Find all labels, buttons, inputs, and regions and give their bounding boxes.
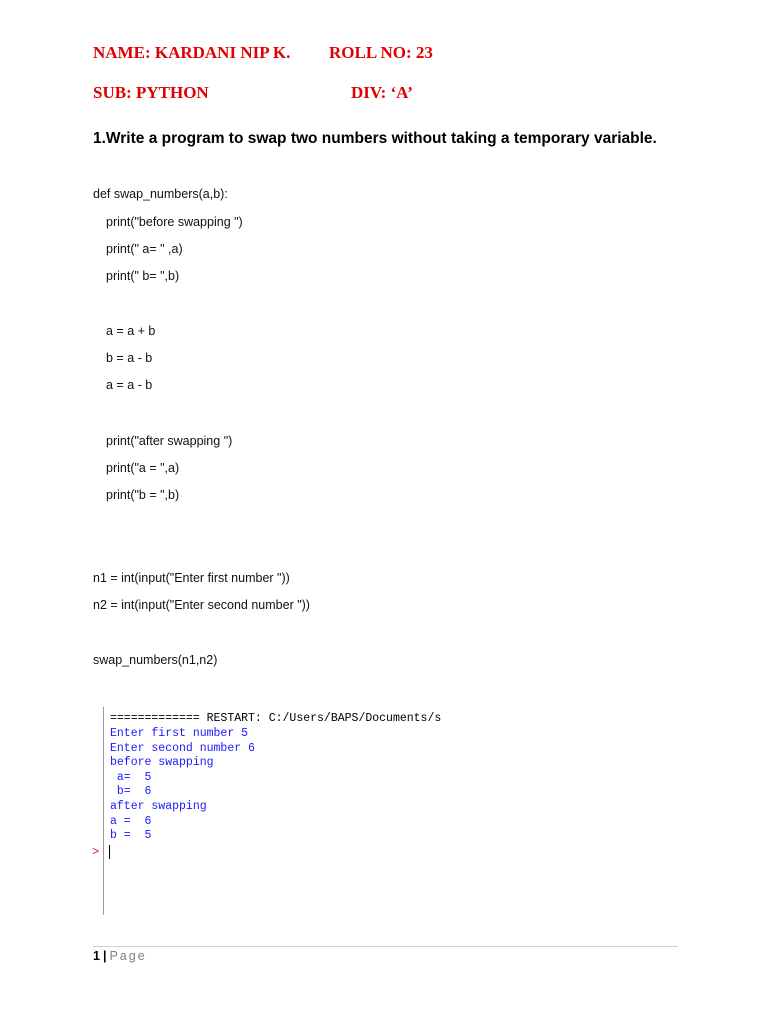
code-line: n1 = int(input("Enter first number ")) [93,571,290,585]
shell-prompt: > [92,845,100,859]
code-line: n2 = int(input("Enter second number ")) [93,598,310,612]
header-subject: SUB: PYTHON [93,83,209,102]
shell-line: after swapping [110,800,207,813]
footer-rule [93,946,678,947]
code-line: print(" a= " ,a) [106,242,183,256]
header-name: NAME: KARDANI NIP K. [93,43,291,62]
shell-line: Enter second number 6 [110,742,255,755]
code-line: print("a = ",a) [106,461,180,475]
shell-cursor [109,845,110,859]
code-line: swap_numbers(n1,n2) [93,653,218,667]
page-label: Page [109,949,147,963]
code-line: a = a + b [106,324,156,338]
shell-line: a= 5 [110,771,152,784]
page-footer [93,949,147,963]
shell-line: ============= RESTART: C:/Users/BAPS/Documents/s [110,712,442,725]
question-title: 1.Write a program to swap two numbers without taking a temporary variable. [93,130,657,147]
shell-line: Enter first number 5 [110,727,249,740]
code-line: def swap_numbers(a,b): [93,187,228,201]
shell-line: before swapping [110,756,214,769]
page-number: 1 [93,949,100,963]
shell-line: a = 6 [110,815,152,828]
header-roll: ROLL NO: 23 [329,43,433,62]
code-line: print("after swapping ") [106,434,233,448]
footer-separator: | [102,949,107,963]
code-line: b = a - b [106,351,153,365]
shell-line: b= 6 [110,785,152,798]
code-line: print("b = ",b) [106,488,180,502]
shell-line: b = 5 [110,829,152,842]
shell-output-screenshot [103,707,484,915]
code-line: a = a - b [106,378,153,392]
header-division: DIV: ‘A’ [351,83,413,102]
code-line: print("before swapping ") [106,215,243,229]
code-line: print(" b= ",b) [106,269,180,283]
